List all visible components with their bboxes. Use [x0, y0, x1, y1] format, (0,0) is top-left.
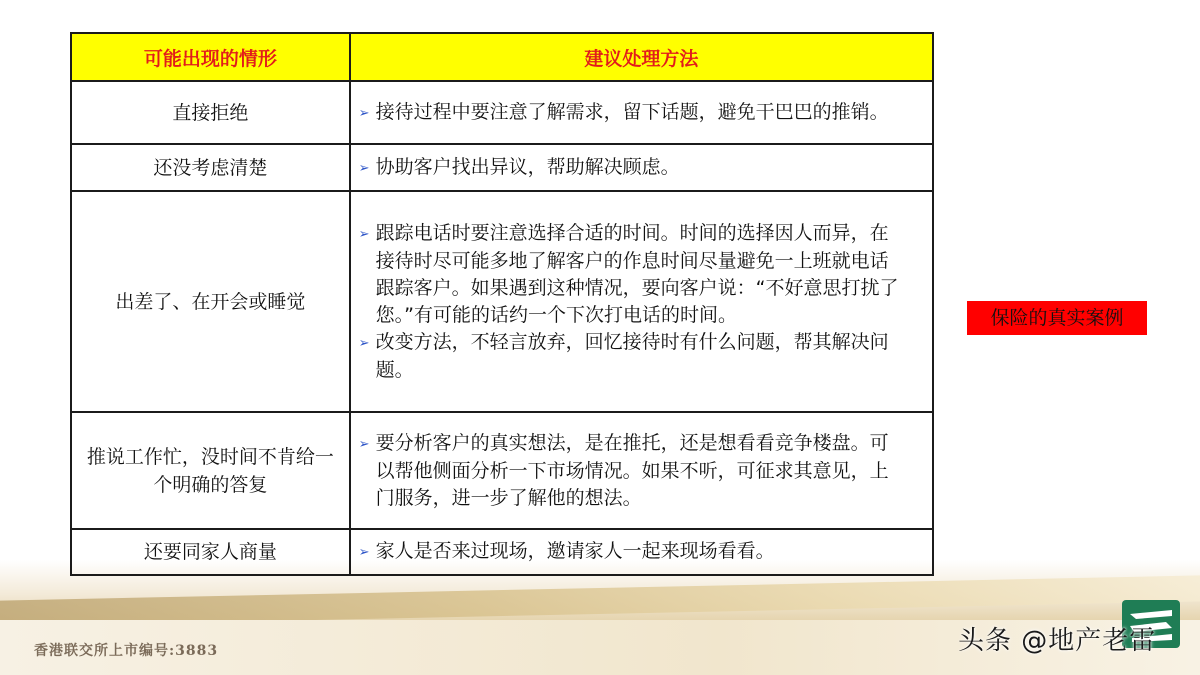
table-row	[71, 144, 933, 191]
arrow-bullet-icon: ➢	[358, 545, 370, 560]
header-suggestion: 建议处理方法	[350, 33, 933, 81]
table-row	[71, 529, 933, 575]
situation-cell: 推说工作忙，没时间不肯给一个明确的答复	[71, 412, 350, 529]
suggestion-cell	[350, 529, 933, 575]
arrow-bullet-icon: ➢	[358, 226, 370, 242]
suggestion-text: 家人是否来过现场，邀请家人一起来现场看看。	[375, 540, 775, 562]
suggestion-item	[359, 329, 902, 384]
table-row	[71, 412, 933, 529]
suggestion-text: 协助客户找出异议，帮助解决顾虑。	[375, 155, 680, 178]
suggestion-text: 要分析客户的真实想法，是在推托，还是想看看竞争楼盘。可以帮他侧面分析一下市场情况。如果不听，可征求其意见，上门服务，进一步了解他的想法。	[375, 431, 889, 509]
watermark: 头条 @地产老雷	[958, 626, 1157, 656]
suggestion-text: 改变方法，不轻言放弃，回忆接待时有什么问题，帮其解决问题。	[375, 330, 889, 381]
table-header-row	[71, 33, 933, 81]
situation-cell: 还没考虑清楚	[71, 144, 350, 191]
arrow-bullet-icon: ➢	[358, 436, 370, 452]
suggestion-cell	[350, 81, 933, 144]
suggestion-cell	[350, 191, 933, 412]
table-row	[71, 191, 933, 412]
listing-code: 香港联交所上市编号:3883	[34, 643, 219, 659]
objection-table	[70, 32, 934, 576]
suggestion-item	[359, 154, 902, 182]
suggestion-item	[359, 220, 902, 329]
case-tag: 保险的真实案例	[967, 301, 1147, 335]
situation-cell: 出差了、在开会或睡觉	[71, 191, 350, 412]
arrow-bullet-icon: ➢	[358, 160, 370, 176]
suggestion-item	[359, 538, 902, 566]
suggestion-item	[359, 430, 902, 512]
situation-cell: 直接拒绝	[71, 81, 350, 144]
suggestion-text: 跟踪电话时要注意选择合适的时间。时间的选择因人而异，在接待时尽可能多地了解客户的作息时间尽量避免一上班就电话跟踪客户。如果遇到这种情况，要向客户说：“不好意思打扰了您。”有可能的话约一个下次打电话的时间。	[375, 221, 899, 326]
suggestion-cell	[350, 412, 933, 529]
situation-cell: 还要同家人商量	[71, 529, 350, 575]
arrow-bullet-icon: ➢	[358, 335, 370, 351]
header-situation: 可能出现的情形	[71, 33, 350, 81]
suggestion-text: 接待过程中要注意了解需求，留下话题，避免干巴巴的推销。	[375, 100, 889, 123]
arrow-bullet-icon: ➢	[358, 105, 370, 121]
suggestion-cell	[350, 144, 933, 191]
table-row	[71, 81, 933, 144]
suggestion-item	[359, 99, 902, 127]
